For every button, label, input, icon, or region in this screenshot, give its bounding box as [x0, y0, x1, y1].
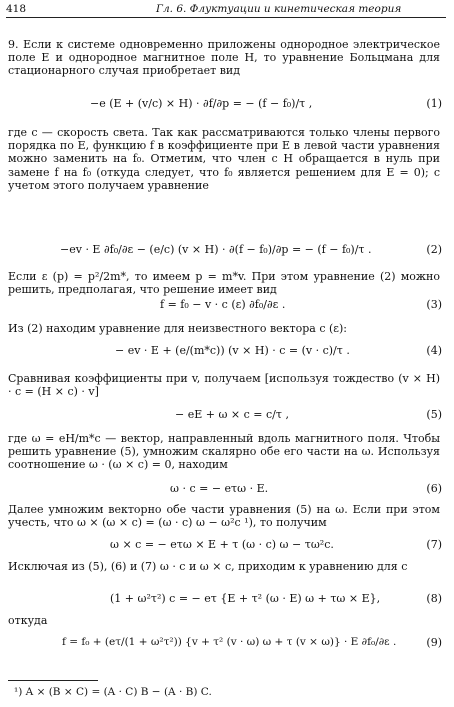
equation-5-number: (5) — [426, 408, 442, 421]
equation-5: − eE + ω × c = c/τ , — [175, 408, 289, 421]
equation-7: ω × c = − eτω × E + τ (ω · c) ω − τω²c. — [110, 538, 334, 551]
footnote-rule — [8, 680, 98, 681]
paragraph-vector-multiply: Далее умножим векторно обе части уравнения (5) на ω. Если при этом учесть, что ω × (ω × c) = (ω · c) ω − ω²c ¹), то получим — [8, 503, 440, 530]
equation-6-number: (6) — [426, 482, 442, 495]
page-number: 418 — [6, 3, 27, 15]
equation-6: ω · c = − eτω · E. — [170, 482, 269, 495]
equation-8: (1 + ω²τ²) c = − eτ {E + τ² (ω · E) ω + τω × E}, — [110, 592, 381, 605]
paragraph-whence: откуда — [8, 614, 48, 627]
paragraph-unknown-vector: Из (2) находим уравнение для неизвестного вектора c (ε): — [8, 322, 347, 335]
paragraph-omega-definition: где ω = eH/m*c — вектор, направленный вдоль магнитного поля. Чтобы решить уравнение (5), умножим скалярно обе его части на ω. Используя соотношение ω · (ω × c) = 0, находим — [8, 432, 440, 472]
equation-4-number: (4) — [426, 344, 442, 357]
paragraph-problem-9: 9. Если к системе одновременно приложены однородное электрическое поле E и однородное магнитное поле H, то уравнение Больцмана для стационарного случая приобретает вид — [8, 38, 440, 78]
equation-8-number: (8) — [426, 592, 442, 605]
equation-3: f = f₀ − v · c (ε) ∂f₀/∂ε . — [160, 298, 286, 311]
equation-3-number: (3) — [426, 298, 442, 311]
paragraph-eliminate: Исключая из (5), (6) и (7) ω · c и ω × c, приходим к уравнению для c — [8, 560, 408, 573]
equation-1-number: (1) — [426, 97, 442, 110]
footnote: ¹) A × (B × C) = (A · C) B − (A · B) C. — [14, 686, 212, 698]
equation-7-number: (7) — [426, 538, 442, 551]
equation-4: − ev · E + (e/(m*c)) (v × H) · c = (v · c)/τ . — [115, 344, 350, 357]
paragraph-linearization: где c — скорость света. Так как рассматриваются только члены первого порядка по E, функцию f в коэффициенте при E в левой части уравнения можно заменить на f₀. Отметим, что член с H обращается в нуль при замене f на f₀ (откуда следует, что f₀ является решением для E = 0); с учетом этого получаем уравнение — [8, 126, 440, 192]
equation-9-number: (9) — [426, 636, 442, 649]
paragraph-compare-coefficients: Сравнивая коэффициенты при v, получаем [используя тождество (v × H) · c = (H × c) · v] — [8, 372, 440, 399]
page-header — [6, 2, 446, 18]
paragraph-effective-mass: Если ε (p) = p²/2m*, то имеем p = m*v. При этом уравнение (2) можно решить, предполагая, что решение имеет вид — [8, 270, 440, 297]
equation-2: −ev · E ∂f₀/∂ε − (e/c) (v × H) · ∂(f − f₀)/∂p = − (f − f₀)/τ . — [60, 243, 372, 256]
running-title: Гл. 6. Флуктуации и кинетическая теория — [156, 3, 402, 15]
equation-2-number: (2) — [426, 243, 442, 256]
equation-9: f = f₀ + (eτ/(1 + ω²τ²)) {v + τ² (v · ω) ω + τ (v × ω)} · E ∂f₀/∂ε . — [62, 636, 397, 648]
header-rule — [6, 17, 446, 18]
equation-1: −e (E + (v/c) × H) · ∂f/∂p = − (f − f₀)/τ , — [90, 97, 313, 110]
